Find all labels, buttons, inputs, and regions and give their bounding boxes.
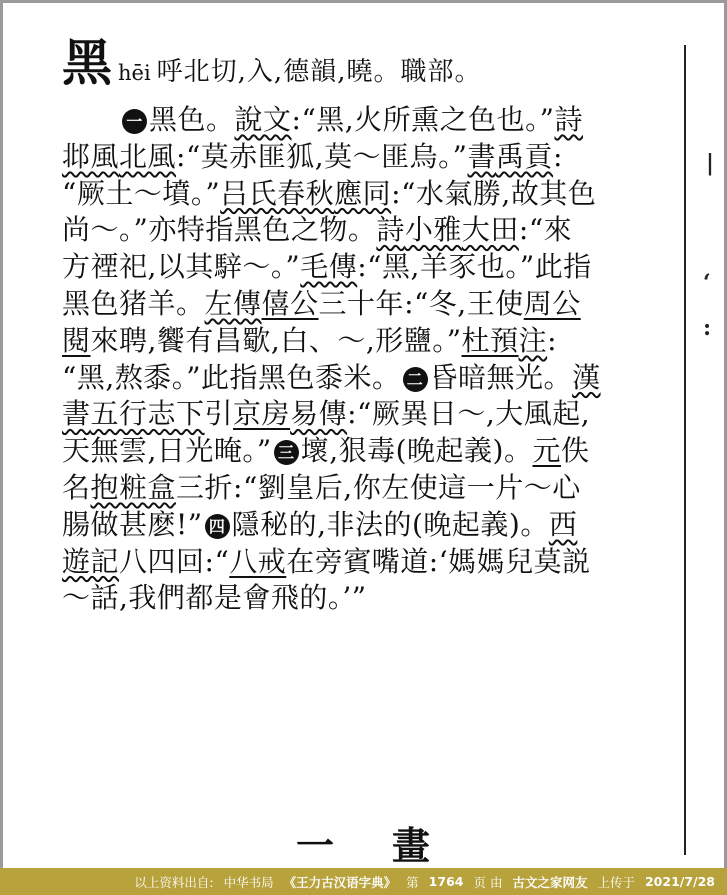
sense-number-1: 一 <box>122 109 147 134</box>
play-title: 抱粧盒 <box>90 470 177 504</box>
text: 佚 <box>560 434 590 468</box>
chapter-title: 大田 <box>461 213 519 247</box>
uploader-name: 古文之家网友 <box>512 874 588 890</box>
sense-definition: 昏暗無光。 <box>429 360 573 394</box>
quotation: :“水氣勝,故其色 <box>391 176 597 210</box>
dictionary-entry <box>62 33 677 617</box>
text-line <box>62 507 677 544</box>
book-title: 易傳 <box>290 397 348 431</box>
book-title: 左傳 <box>204 286 262 320</box>
punctuation: : <box>553 139 563 173</box>
quotation: :“莫赤匪狐,莫～匪烏。” <box>176 139 468 173</box>
text: 引 <box>204 397 234 431</box>
quotation: 尚～。” <box>62 213 149 247</box>
quotation: :“黑,火所熏之色也。” <box>291 103 555 136</box>
book-title: 毛傳 <box>300 250 358 284</box>
book-title: 漢 <box>572 360 601 394</box>
frame-top-border <box>0 0 727 3</box>
text-line <box>62 360 677 397</box>
book-title: 吕氏春秋 <box>220 176 335 210</box>
page-number: 1764 <box>428 874 464 889</box>
person-name: 閱 <box>62 323 91 357</box>
chapter-reference: 八四回 <box>119 544 205 578</box>
chapter-title: 北風 <box>119 139 177 173</box>
person-name: 僖公 <box>261 286 319 320</box>
text-line <box>62 470 677 507</box>
margin-fragment-mark: : <box>703 315 712 341</box>
quotation: 方禋祀,以其騂～。” <box>62 250 301 284</box>
quotation: “黑,熬黍。” <box>62 360 202 394</box>
text-line <box>62 286 677 323</box>
sense-definition: 隱秘的,非法的(晚起義)。 <box>231 507 549 541</box>
text-line <box>62 212 677 249</box>
chapter-title: 五行志下 <box>90 397 205 431</box>
book-title: 書 <box>62 397 91 431</box>
quotation: :“冬,王使 <box>404 286 524 320</box>
book-title: 遊記 <box>62 544 120 578</box>
frame-left-border <box>0 0 3 868</box>
explanation: 此指黑色黍米。 <box>201 360 401 394</box>
quotation: 在旁賓嘴道:‘媽媽兒莫説 <box>286 544 591 578</box>
quotation: “厥土～墳。” <box>62 176 221 210</box>
source-label: 以上资料出自: <box>134 874 214 890</box>
explanation: 黑色猪羊。 <box>62 286 205 320</box>
upload-label: 上传于 <box>597 874 635 890</box>
text-line <box>62 139 677 176</box>
publisher-name: 中华书局 <box>223 874 274 890</box>
dynasty-name: 元 <box>532 434 561 468</box>
headword: 黑 <box>62 33 112 92</box>
text: 名 <box>62 470 91 504</box>
chapter-title: 邶風 <box>62 139 120 173</box>
entry-headline <box>62 33 677 102</box>
book-title: 詩 <box>376 213 405 247</box>
person-name: 杜預 <box>461 323 519 357</box>
book-title: 西 <box>548 507 578 541</box>
column-divider <box>684 45 686 855</box>
year-reference: 三十年 <box>318 286 405 320</box>
act-reference: 三折 <box>176 470 234 504</box>
explanation: 此指 <box>534 250 592 284</box>
punctuation: :“ <box>204 544 230 578</box>
fanqie-reading: 呼北切,入,德韻,曉。職部。 <box>156 57 482 87</box>
book-title: 注 <box>518 323 548 357</box>
quotation: 天無雲,日光晻。” <box>62 434 272 468</box>
person-name: 八戒 <box>229 544 287 578</box>
book-title: 詩 <box>554 103 584 136</box>
punctuation: : <box>547 323 558 357</box>
quotation: :“厥異日～,大風起, <box>347 397 591 431</box>
sense-number-3: 三 <box>274 440 299 465</box>
person-name: 京房 <box>233 397 291 431</box>
chapter-title: 應同 <box>334 176 392 210</box>
margin-fragment-mark: ‘ <box>703 270 711 296</box>
quotation: 腸做甚麽!” <box>62 507 203 541</box>
sense-definition: 壞,狠毒(晚起義)。 <box>300 434 533 468</box>
source-bar <box>0 868 727 895</box>
text-line <box>62 396 677 433</box>
book-name: 《王力古汉语字典》 <box>283 874 397 890</box>
quotation: :“劉皇后,你左使這一片～心 <box>233 470 581 504</box>
pinyin: hēi <box>118 61 151 85</box>
person-name: 周公 <box>523 286 581 320</box>
book-title: 說文 <box>234 103 292 136</box>
text-line <box>62 102 677 139</box>
page-suffix: 页 由 <box>473 874 503 890</box>
text-line <box>62 433 677 470</box>
sense-definition: 黑色。 <box>149 103 235 136</box>
text-line <box>62 249 677 286</box>
section-heading: 一畫 <box>296 823 489 868</box>
sense-number-4: 四 <box>205 514 230 539</box>
quotation: 來聘,饗有昌歜,白、～,形鹽。” <box>90 323 462 357</box>
book-title: 書 <box>467 139 497 173</box>
text-line <box>62 544 677 581</box>
chapter-title: 禹貢 <box>496 139 554 173</box>
margin-fragment-mark: | <box>706 150 715 176</box>
sense-number-2: 二 <box>403 367 428 392</box>
quotation: ～話,我們都是會飛的。’” <box>62 581 367 615</box>
page-prefix: 第 <box>406 874 419 890</box>
chapter-title: 小雅 <box>404 213 462 247</box>
explanation: 亦特指黑色之物。 <box>148 213 377 247</box>
quotation: :“黑,羊豕也。” <box>357 250 535 284</box>
text-line <box>62 580 677 617</box>
quotation: :“來 <box>518 213 573 247</box>
text-line <box>62 323 677 360</box>
upload-date: 2021/7/28 <box>644 874 715 889</box>
text-line <box>62 176 677 213</box>
